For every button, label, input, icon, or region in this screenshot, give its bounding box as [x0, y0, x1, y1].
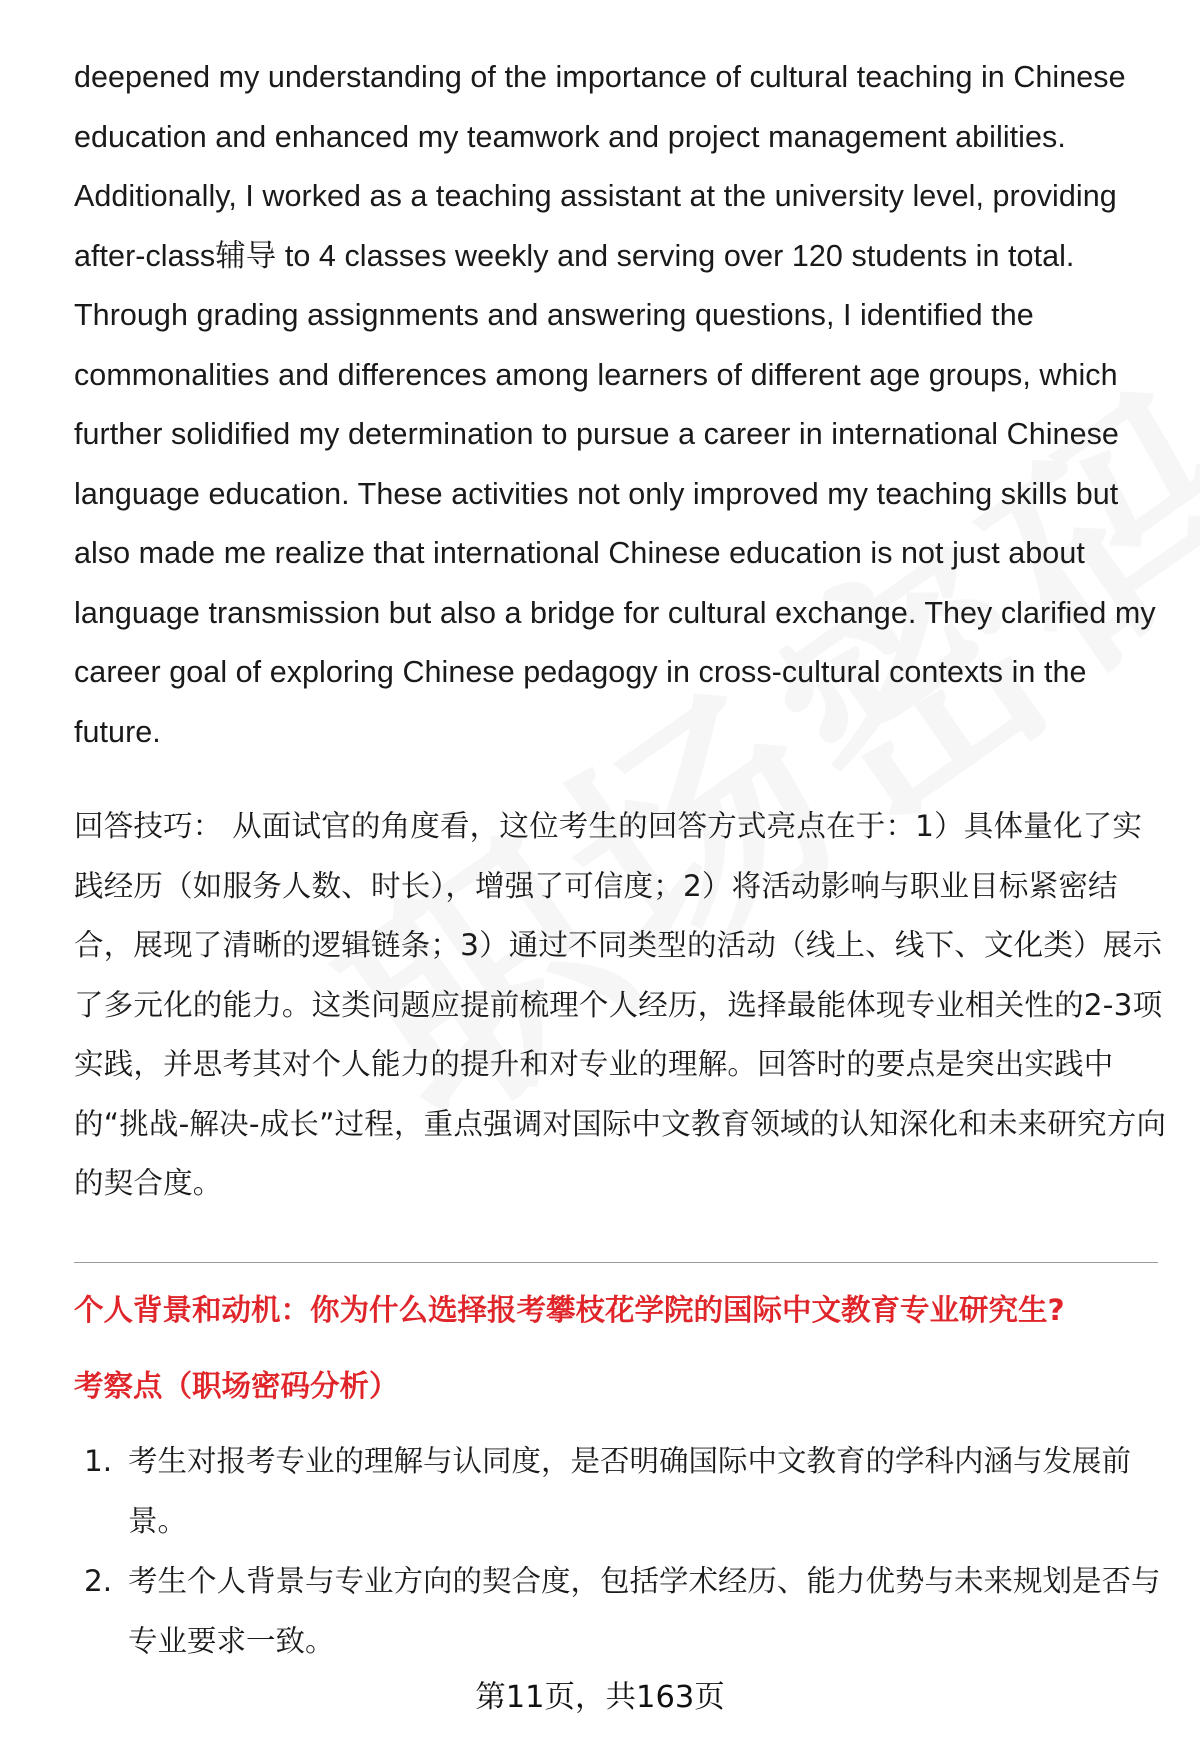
page-footer: 第11页，共163页	[475, 1680, 725, 1715]
english-paragraph: deepened my understanding of the importance of cultural teaching in Chinese education and enhanced my teamwork and project management abilities. Additionally, I worked as a teaching assistant at the university level, providing after-class辅导 to 4 classes weekly and serving over 120 students in total. Through grading assignments and answering questions, I identified the commonalities and differences among learners of different age groups, which further solidified my determination to pursue a career in international Chinese language education. These activities not only improved my teaching skills but also made me realize that international Chinese education is not just about language transmission but also a bridge for cultural exchange. They clarified my career goal of exploring Chinese pedagogy in cross-cultural contexts in the future.	[74, 60, 1156, 749]
evaluation-points-list	[84, 1432, 1164, 1672]
section-heading: 考察点（职场密码分析）	[74, 1369, 399, 1403]
section-divider	[74, 1262, 1158, 1263]
list-item-text: 考生对报考专业的理解与认同度，是否明确国际中文教育的学科内涵与发展前景。	[128, 1444, 1132, 1538]
list-item	[84, 1552, 1164, 1671]
list-item	[84, 1432, 1164, 1551]
list-item-text: 考生个人背景与专业方向的契合度，包括学术经历、能力优势与未来规划是否与专业要求一致。	[128, 1564, 1161, 1658]
question-title: 个人背景和动机：你为什么选择报考攀枝花学院的国际中文教育专业研究生?	[74, 1293, 1065, 1327]
answer-tips-paragraph: 回答技巧： 从面试官的角度看，这位考生的回答方式亮点在于：1）具体量化了实践经历（如服务人数、时长），增强了可信度；2）将活动影响与职业目标紧密结合，展现了清晰的逻辑链条；3）通过不同类型的活动（线上、线下、文化类）展示了多元化的能力。这类问题应提前梳理个人经历，选择最能体现专业相关性的2-3项实践，并思考其对个人能力的提升和对专业的理解。回答时的要点是突出实践中的“挑战-解决-成长”过程，重点强调对国际中文教育领域的认知深化和未来研究方向的契合度。	[74, 809, 1167, 1200]
list-item-number: 1.	[84, 1444, 113, 1478]
list-item-number: 2.	[84, 1564, 113, 1598]
